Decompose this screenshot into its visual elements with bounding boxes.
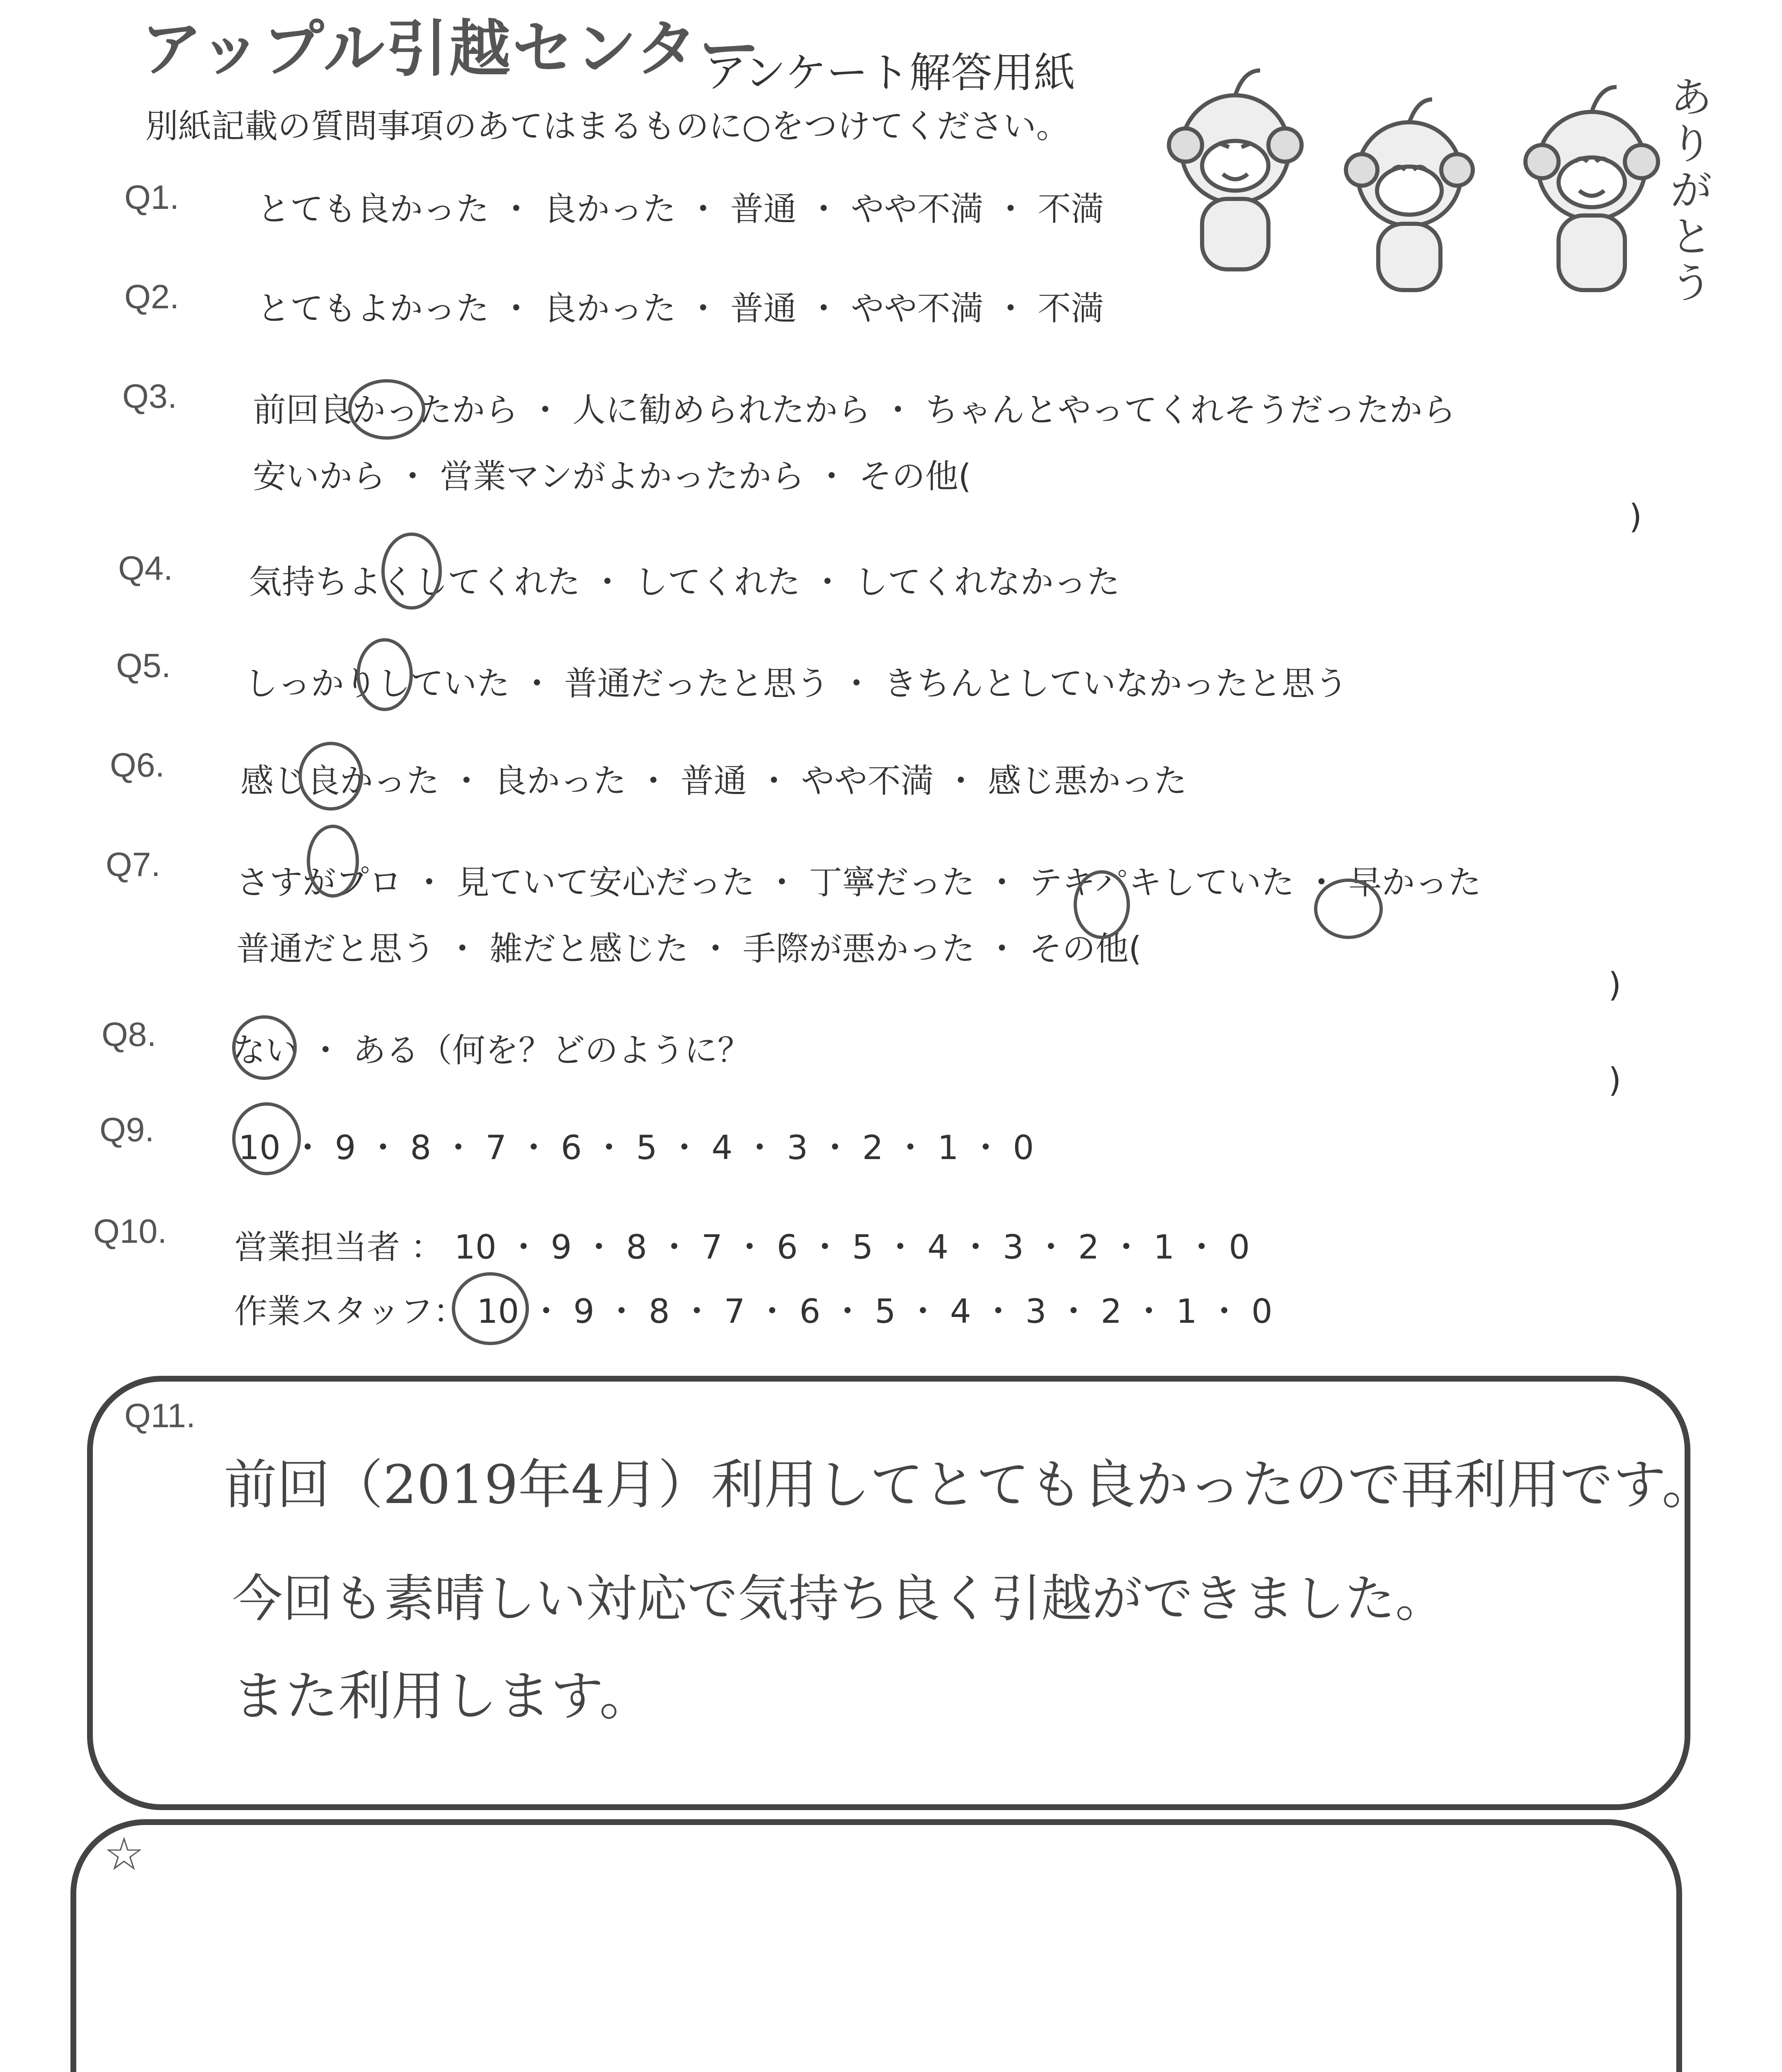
q11-comment-line1: 前回（2019年4月）利用してとても良かったので再利用です。 <box>224 1454 1715 1516</box>
q10-label: Q10. <box>93 1213 167 1250</box>
q8-close-paren: ) <box>1608 1061 1622 1099</box>
q7-answer-mark-3 <box>1314 879 1383 939</box>
q3-close-paren: ) <box>1629 497 1642 536</box>
q1-options: とても良かった ・ 良かった ・ 普通 ・ やや不満 ・ 不満 <box>257 190 1104 228</box>
monkey-mascots-illustration <box>1152 50 1733 298</box>
instruction-text: 別紙記載の質問事項のあてはまるものに○をつけてください。 <box>145 107 1069 145</box>
q8-label: Q8. <box>102 1016 157 1053</box>
q6-options: 感じ良かった ・ 良かった ・ 普通 ・ やや不満 ・ 感じ悪かった <box>240 762 1187 800</box>
q7-options-line2: 普通だと思う ・ 雑だと感じた ・ 手際が悪かった ・ その他( <box>236 929 1142 968</box>
form-subtitle: アンケート解答用紙 <box>705 48 1075 97</box>
thanks-vertical-text: ありがとう <box>1670 73 1712 307</box>
q4-options: 気持ちよくしてくれた ・ してくれた ・ してくれなかった <box>249 563 1120 601</box>
star-icon: ☆ <box>104 1828 145 1881</box>
q5-answer-mark <box>356 638 413 711</box>
q10-answer-mark <box>452 1272 529 1345</box>
brand-title: アップル引越センター <box>141 13 762 85</box>
q11-comment-line3: また利用します。 <box>232 1665 652 1727</box>
q7-close-paren: ) <box>1608 966 1622 1004</box>
q7-label: Q7. <box>106 846 161 884</box>
q3-answer-mark <box>348 379 425 440</box>
q1-label: Q1. <box>124 179 179 216</box>
q3-options-line1: 前回良かったから ・ 人に勧められたから ・ ちゃんとやってくれそうだったから <box>253 391 1456 429</box>
q8-answer-mark <box>232 1015 297 1080</box>
q9-label: Q9. <box>99 1111 155 1149</box>
q7-answer-mark-2 <box>1074 870 1130 939</box>
q8-options: ない ・ ある（何を？どのように？ <box>232 1031 751 1070</box>
q11-comment-line2: 今回も素晴しい対応で気持ち良く引越ができました。 <box>232 1569 1446 1628</box>
q11-label: Q11. <box>124 1397 196 1435</box>
q9-options: 10 ・ 9 ・ 8 ・ 7 ・ 6 ・ 5 ・ 4 ・ 3 ・ 2 ・ 1 ・ 0 <box>238 1128 1034 1167</box>
q4-label: Q4. <box>118 549 173 587</box>
q10-options-staff: 作業スタッフ： 10 ・ 9 ・ 8 ・ 7 ・ 6 ・ 5 ・ 4 ・ 3 ・ 2 ・ 1 ・ 0 <box>234 1292 1273 1331</box>
star-comment-box <box>70 1819 1682 2072</box>
q4-answer-mark <box>381 533 442 610</box>
q6-answer-mark <box>298 742 363 811</box>
q2-label: Q2. <box>124 278 179 316</box>
q5-label: Q5. <box>116 647 171 685</box>
q5-options: しっかりしていた ・ 普通だったと思う ・ きちんとしていなかったと思う <box>245 664 1348 703</box>
q3-options-line2: 安いから ・ 営業マンがよかったから ・ その他( <box>253 457 971 496</box>
q9-answer-mark <box>232 1102 301 1175</box>
q3-label: Q3. <box>122 378 177 415</box>
q7-options-line1: さすがプロ ・ 見ていて安心だった ・ 丁寧だった ・ テキパキしていた ・ 早かった <box>236 863 1481 902</box>
q10-options-sales: 営業担当者 ： 10 ・ 9 ・ 8 ・ 7 ・ 6 ・ 5 ・ 4 ・ 3 ・ 2 ・ 1 ・ 0 <box>234 1228 1250 1266</box>
q6-label: Q6. <box>110 746 165 784</box>
q7-answer-mark-1 <box>307 825 359 898</box>
q2-options: とてもよかった ・ 良かった ・ 普通 ・ やや不満 ・ 不満 <box>257 289 1104 328</box>
